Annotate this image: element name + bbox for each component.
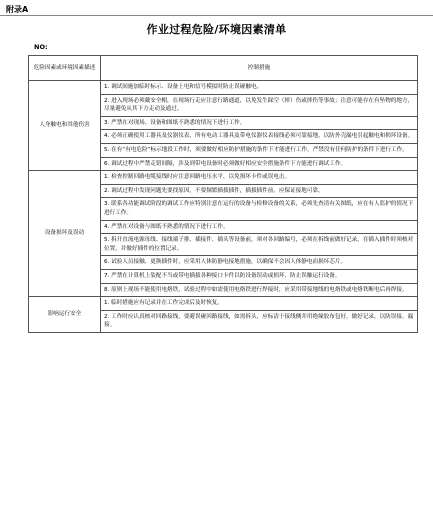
measure-cell: 7. 严禁在计算机上装配不当或带电插拔各种接口卡件以防设备误动或损坏，防止误触运行设备。 — [101, 269, 418, 283]
measure-cell: 8. 原则上现场不能使用电烙铁，试验过程中如需使用电烙铁进行焊接时，应采用带接地线的电烙铁或电烙铁断电后再焊接。 — [101, 283, 418, 297]
measure-cell: 2. 工作时应认真核对回路接线，要避误碰回路接线，如需拆头，应标清于接线侧并用绝缘胶布包好，做好记录，以防误接、漏接。 — [101, 310, 418, 332]
measure-cell: 2. 进入现场必须戴安全帽，在现场行走应注意行路通道，以免发生踩空（摔）伤或摔伤等事故；注意可能存在有坠物的地方，尽量避免从其下方走动及通过。 — [101, 94, 418, 116]
hazard-table — [28, 55, 418, 333]
measure-cell: 4. 必须正确使用工器具及仪器仪表，所有电动工器具及带电仪器仪表接线必须可靠接地，以防外壳漏电引起触电和损坏设备。 — [101, 130, 418, 144]
table-header-row — [29, 56, 418, 81]
document-number-label: NO: — [34, 43, 48, 51]
header-rule — [0, 15, 433, 16]
measure-cell: 3. 严禁在对现场、设备和图纸不熟悉的情况下进行工作。 — [101, 116, 418, 130]
document-title: 作业过程危险/环境因素清单 — [146, 23, 287, 36]
measure-cell: 1. 检查控制回路电缆接线时应注意回路电压水平，以免损坏卡件或误电击。 — [101, 171, 418, 185]
appendix-label: 附录A — [6, 5, 29, 14]
category-cell: 人身触电和其他伤害 — [29, 81, 101, 171]
measure-cell: 2. 调试过程中发现问题先要找原因，不要频繁插拔插件，插拔插件前，应保证接地可靠。 — [101, 184, 418, 198]
table-row — [29, 171, 418, 185]
measure-cell: 6. 试验人员接触、更换插件时，应采用人体防静电接地措施，以确保不会因人体静电而损坏芯片。 — [101, 256, 418, 270]
column-header-hazard: 危险因素或环境因素描述 — [29, 56, 101, 81]
measure-cell: 1. 临时措施应有记录并在工作完成后及时恢复。 — [101, 297, 418, 311]
measure-cell: 5. 在有“有电危险”标示地段工作时，须要做好相应防护措施的条件下才能进行工作，严禁没有任何防护的条件下进行工作。 — [101, 143, 418, 157]
measure-cell: 6. 调试过程中严禁走错间隔，涉及到带电设备时必须做好相应安全措施条件下方能进行调试工作。 — [101, 157, 418, 171]
table-row — [29, 297, 418, 311]
measure-cell: 1. 调试间施加临时标示、设备上电和信号模拟时防止误碰触电。 — [101, 81, 418, 95]
table-row — [29, 81, 418, 95]
column-header-measures: 控制措施 — [101, 56, 418, 81]
measure-cell: 5. 拆开直流电源母线、接线端子排、插接件、插头等设备前，须对各回路编号，必须在拆线前做好记录，在插入插件时须核对位置，并做好插件的位置记录。 — [101, 234, 418, 256]
measure-cell: 4. 严禁在对设备与图纸不熟悉的情况下进行工作。 — [101, 220, 418, 234]
measure-cell: 3. 联系各功能调试阶段的调试工作应特别注意在运行的设备与检修设备的关系，必须先查清有关图纸，应在有人监护的情况下进行工作。 — [101, 198, 418, 220]
category-cell: 设备损坏及误动 — [29, 171, 101, 297]
category-cell: 影响运行安全 — [29, 297, 101, 333]
